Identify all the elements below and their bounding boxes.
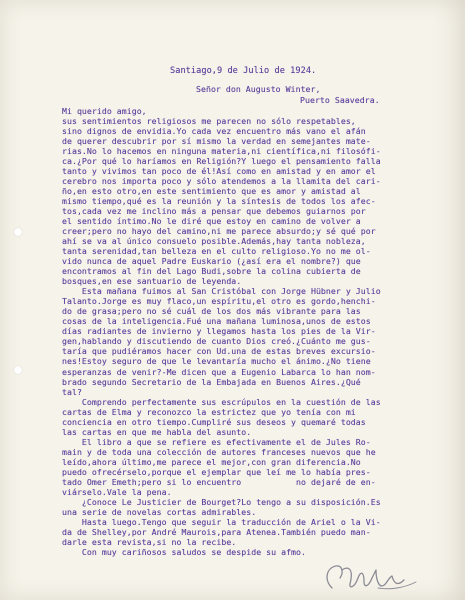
letter-body-line: cerebro nos importa poco y sólo atendemos a la llamita del cari- xyxy=(62,176,381,187)
letter-body-line: tanta serenidad,tan belleza en el culto religioso.Yo no me ol- xyxy=(62,246,371,257)
letter-body-line: las cartas en que me habla del asunto. xyxy=(62,426,252,437)
letter-body-line: main y de toda una colección de autores franceses nuevos que he xyxy=(62,446,376,457)
page-edge-shadow xyxy=(433,0,465,600)
letter-body-line: Esta mañana fuimos al San Cristóbal con Jorge Hübner y Julio xyxy=(62,286,381,297)
letter-body-line: do de grasa;pero no sé cuál de los dos más vibrante para las xyxy=(62,306,361,317)
handwritten-signature xyxy=(318,560,428,596)
letter-body-line: una serie de novelas cortas admirables. xyxy=(62,506,257,517)
letter-body-line: taría que pudiéramos hacer con Ud.una de estas breves excursio- xyxy=(62,346,376,357)
punch-hole-bottom xyxy=(14,366,22,374)
letter-body-line: tanto y vivimos tan poco de él!Así como en amistad y en amor el xyxy=(62,166,376,177)
letter-body-line: brado segundo Secretario de la Embajada en Buenos Aires.¿Qué xyxy=(62,376,361,387)
salutation: Mi querido amigo, xyxy=(62,106,147,116)
letter-dateline: Santiago,9 de Julio de 1924. xyxy=(170,66,317,76)
letter-body-line: cosas de la inteligencia.Fué una mañana luminosa,unos de estos xyxy=(62,316,371,327)
letter-body-line: rias.No lo hacemos en ninguna materia,ni científica,ni filosófi- xyxy=(62,146,381,157)
letter-body-line: vido nunca de aquel Padre Euskario (¿así era el nombre?) que xyxy=(62,256,361,267)
letter-body-line: ¿Conoce Le Justicier de Bourget?Lo tengo a su disposición.Es xyxy=(62,496,381,507)
letter-body-line: el sentido íntimo.No le diré que estoy en camino de volver a xyxy=(62,216,361,227)
letter-body-line: ahí se va al único consuelo posible.Además,hay tanta nobleza, xyxy=(62,236,366,247)
letter-body-line: mismo tiempo,qué es la reunión y la síntesis de todos los afec- xyxy=(62,196,376,207)
letter-body-line: esperanzas de venir?-Me dicen que a Eugenio Labarca lo han nom- xyxy=(62,366,376,377)
letter-body-line: tado Omer Emeth;pero si lo encuentro no dejaré de en- xyxy=(62,476,376,487)
letter-body-line: Con muy cariñosos saludos se despide su afmo. xyxy=(62,546,306,557)
letter-body-line: Hasta luego.Tengo que seguir la traducción de Ariel o la Vi- xyxy=(62,516,381,527)
letter-body-line: ño,en esto otro,en este sentimiento que es amor y amistad al xyxy=(62,186,361,197)
letter-body-line: días radiantes de invierno y llegamos hasta los pies de la Vir- xyxy=(62,326,376,337)
letter-body-line: leído,ahora último,me parece el mejor,con gran diferencia.No xyxy=(62,456,361,467)
letter-body-line: da de Shelley,por André Maurois,para Atenea.También puedo man- xyxy=(62,526,371,537)
letter-body-line: nes!Estoy seguro de que le levantaría mucho el ánimo.¿No tiene xyxy=(62,356,371,367)
letter-body-line: tos,cada vez me inclino más a pensar que debemos guiarnos por xyxy=(62,206,366,217)
addressee-place: Puerto Saavedra. xyxy=(300,95,380,105)
letter-body-line: cartas de Elma y reconozco la estrictez que yo tenía con mi xyxy=(62,406,356,417)
letter-body-line: viárselo.Vale la pena. xyxy=(62,486,172,497)
letter-body-line: tal? xyxy=(62,386,82,397)
addressee-name: Señor don Augusto Winter, xyxy=(196,84,321,94)
letter-body-line: sino dignos de envidia.Yo cada vez encuentro más vano el afán xyxy=(62,126,366,137)
letter-body-line: ca.¿Por qué lo haríamos en Religión?Y luego el pensamiento falla xyxy=(62,156,381,167)
letter-body-line: puedo ofrecérselo,porque el ejemplar que leí me lo había pres- xyxy=(62,466,371,477)
letter-body-line: sus sentimientos religiosos me parecen no sólo respetables, xyxy=(62,116,356,126)
letter-body-line: encontramos al fin del Lago Budi,sobre la colina cubierta de xyxy=(62,266,361,277)
letter-body-line: de querer descubrir por sí mismo la verdad en semejantes mate- xyxy=(62,136,371,147)
letter-body-line: Talanto.Jorge es muy flaco,un espíritu,el otro es gordo,henchi- xyxy=(62,296,376,307)
letter-body-line: conciencia en otro tiempo.Cumpliré sus deseos y quemaré todas xyxy=(62,416,366,427)
letter-body-line: El libro a que se refiere es efectivamente el de Jules Ro- xyxy=(62,436,371,447)
letter-body-line: Comprendo perfectamente sus escrúpulos en la cuestión de las xyxy=(62,396,381,407)
letter-body-line: darle esta revista,si no la recibe. xyxy=(62,536,237,547)
letter-body-line: gen,hablando y discutiendo de cuanto Dios creó.¿Cuánto me gus- xyxy=(62,336,371,347)
letter-body-line: bosques,en ese santuario de leyenda. xyxy=(62,276,242,287)
punch-hole-top xyxy=(14,228,22,236)
letter-body-line: creer;pero no hayo del camino,ni me parece absurdo;y sé qué por xyxy=(62,226,376,237)
